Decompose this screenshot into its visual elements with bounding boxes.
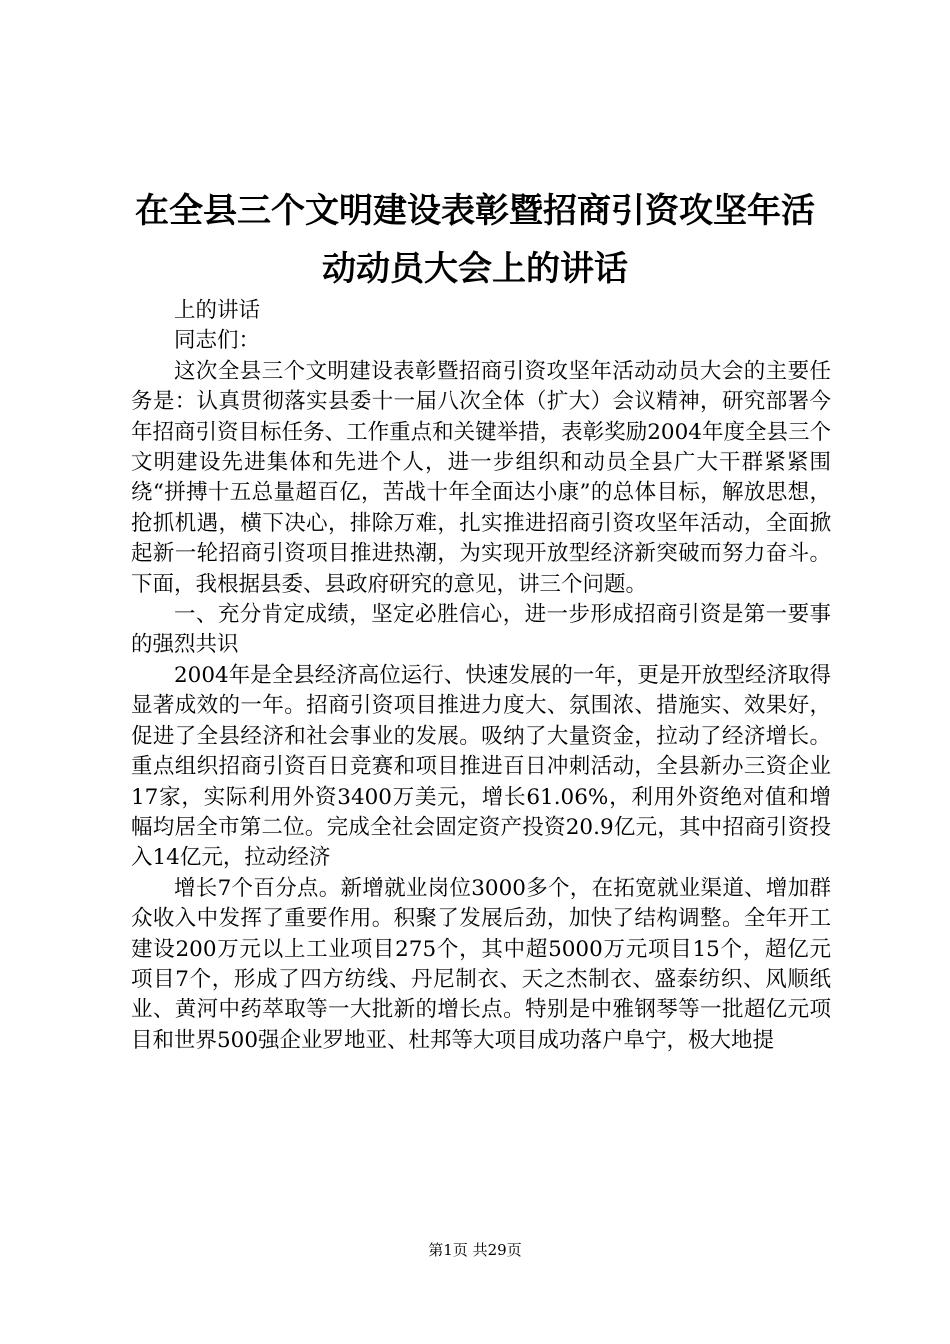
- paragraph-salutation: 同志们：: [174, 328, 261, 354]
- title-line-2: 动动员大会上的讲话: [322, 249, 628, 289]
- section-heading-1: 一、充分肯定成绩，坚定必胜信心，进一步形成招商引资是第一要事的强烈共识: [131, 602, 831, 658]
- document-title: [120, 182, 830, 298]
- paragraph-subtitle: 上的讲话: [174, 298, 261, 323]
- paragraph-intro: 这次全县三个文明建设表彰暨招商引资攻坚年活动动员大会的主要任务是：认真贯彻落实县委十一届八次全体（扩大）会议精神，研究部署今年招商引资目标任务、工作重点和关键举措，表彰奖励2004年度全县三个文明建设先进集体和先进个人，进一步组织和动员全县广大干群紧紧围绕“拼搏十五总量超百亿，苦战十年全面达小康”的总体目标，解放思想，抢抓机遇，横下决心，排除万难，扎实推进招商引资攻坚年活动，全面掀起新一轮招商引资项目推进热潮，为实现开放型经济新突破而努力奋斗。下面，我根据县委、县政府研究的意见，讲三个问题。: [131, 358, 831, 597]
- document-body: [131, 296, 831, 1056]
- paragraph-achievements: 2004年是全县经济高位运行、快速发展的一年，更是开放型经济取得显著成效的一年。招商引资项目推进力度大、氛围浓、措施实、效果好，促进了全县经济和社会事业的发展。吸纳了大量资金，拉动了经济增长。重点组织招商引资百日竞赛和项目推进百日冲刺活动，全县新办三资企业17家，实际利用外资3400万美元，增长61.06%，利用外资绝对值和增幅均居全市第二位。完成全社会固定资产投资20.9亿元，其中招商引资投入14亿元，拉动经济: [131, 662, 831, 871]
- page-number-footer: 第1页 共29页: [428, 1241, 522, 1259]
- paragraph-growth: 增长7个百分点。新增就业岗位3000多个，在拓宽就业渠道、增加群众收入中发挥了重要作用。积聚了发展后劲，加快了结构调整。全年开工建设200万元以上工业项目275个，其中超5000万元项目15个，超亿元项目7个，形成了四方纺线、丹尼制衣、天之杰制衣、盛泰纺织、风顺纸业、黄河中药萃取等一大批新的增长点。特别是中雅钢琴等一批超亿元项目和世界500强企业罗地亚、杜邦等大项目成功落户阜宁，极大地提: [131, 875, 831, 1053]
- title-line-1: 在全县三个文明建设表彰暨招商引资攻坚年活: [135, 191, 815, 231]
